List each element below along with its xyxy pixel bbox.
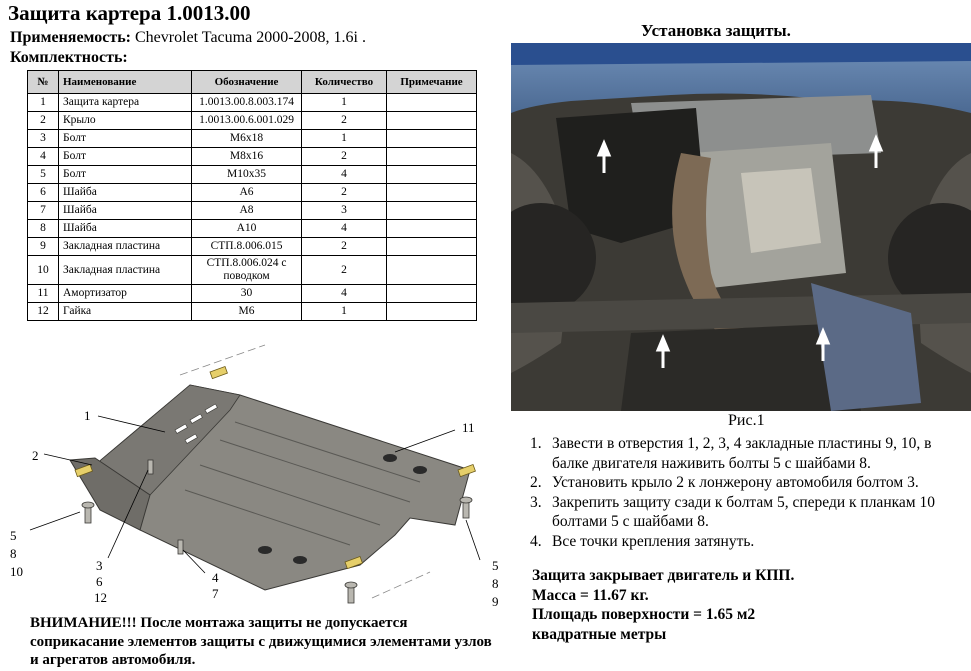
cell-name: Шайба: [59, 202, 192, 220]
cell-note: [387, 112, 477, 130]
header-name: Наименование: [59, 71, 192, 94]
cell-quantity: 4: [302, 220, 387, 238]
step-text: Закрепить защиту сзади к болтам 5, спереди к планкам 10 болтами 5 с шайбами 8.: [552, 493, 935, 530]
cell-number: 2: [28, 112, 59, 130]
cell-code: М6х18: [192, 130, 302, 148]
table-header-row: [28, 71, 477, 94]
cell-note: [387, 130, 477, 148]
cell-number: 8: [28, 220, 59, 238]
install-step: [530, 473, 970, 493]
step-text: Все точки крепления затянуть.: [552, 532, 755, 550]
page-title: Защита картера 1.0013.00: [8, 1, 251, 25]
cell-quantity: 2: [302, 148, 387, 166]
cell-note: [387, 148, 477, 166]
cell-number: 11: [28, 285, 59, 303]
callout-right-8: 8: [492, 576, 499, 591]
callout-2: 2: [32, 448, 39, 463]
warning-text: ВНИМАНИЕ!!! После монтажа защиты не допускается соприкасание элементов защиты с движущимися элементами узлов и агрегатов автомобиля.: [30, 615, 492, 668]
cell-name: Болт: [59, 148, 192, 166]
summary-block: [532, 566, 794, 644]
table-row: [28, 238, 477, 256]
step-number: 2.: [530, 474, 542, 491]
installation-photo: [511, 43, 971, 411]
cell-name: Шайба: [59, 220, 192, 238]
header-quantity: Количество: [302, 71, 387, 94]
summary-mass: Масса = 11.67 кг.: [532, 586, 649, 604]
cell-code: 1.0013.00.8.003.174: [192, 94, 302, 112]
cell-code: М10х35: [192, 166, 302, 184]
cell-code: А6: [192, 184, 302, 202]
figure-caption: Рис.1: [728, 412, 765, 429]
callout-3: 3: [96, 558, 103, 573]
summary-coverage: Защита закрывает двигатель и КПП.: [532, 567, 795, 584]
cell-number: 5: [28, 166, 59, 184]
cell-note: [387, 166, 477, 184]
cell-note: [387, 303, 477, 321]
cell-name: Закладная пластина: [59, 256, 192, 285]
cell-note: [387, 256, 477, 285]
applicability-label: Применяемость:: [10, 29, 131, 46]
cell-number: 10: [28, 256, 59, 285]
cell-code: А10: [192, 220, 302, 238]
cell-name: Амортизатор: [59, 285, 192, 303]
cell-quantity: 2: [302, 238, 387, 256]
table-row: [28, 303, 477, 321]
parts-table-body: [28, 94, 477, 321]
header-code: Обозначение: [192, 71, 302, 94]
parts-table: [27, 70, 477, 321]
cell-name: Гайка: [59, 303, 192, 321]
cell-code: А8: [192, 202, 302, 220]
cell-code: СТП.8.006.024 с поводком: [192, 256, 302, 285]
cell-note: [387, 184, 477, 202]
callout-11: 11: [462, 420, 475, 435]
cell-name: Болт: [59, 166, 192, 184]
cell-quantity: 4: [302, 285, 387, 303]
table-row: [28, 220, 477, 238]
table-row: [28, 112, 477, 130]
cell-note: [387, 220, 477, 238]
callout-left-8: 8: [10, 546, 17, 561]
cell-note: [387, 238, 477, 256]
table-row: [28, 285, 477, 303]
callout-6: 6: [96, 574, 103, 589]
assembly-diagram: [0, 340, 510, 620]
install-step: [530, 532, 970, 552]
table-row: [28, 202, 477, 220]
table-row: [28, 148, 477, 166]
table-row: [28, 166, 477, 184]
callout-4: 4: [212, 570, 219, 585]
cell-note: [387, 202, 477, 220]
cell-number: 9: [28, 238, 59, 256]
cell-quantity: 2: [302, 256, 387, 285]
header-number: №: [28, 71, 59, 94]
completeness-label: Комплектность:: [10, 49, 128, 66]
cell-quantity: 4: [302, 166, 387, 184]
callout-left-5: 5: [10, 528, 17, 543]
callout-12: 12: [94, 590, 107, 605]
table-row: [28, 256, 477, 285]
cell-name: Защита картера: [59, 94, 192, 112]
cell-quantity: 1: [302, 94, 387, 112]
cell-number: 1: [28, 94, 59, 112]
callout-1: 1: [84, 408, 91, 423]
cell-code: 1.0013.00.6.001.029: [192, 112, 302, 130]
install-title: Установка защиты.: [641, 21, 791, 40]
cell-code: М8х16: [192, 148, 302, 166]
summary-area: Площадь поверхности = 1.65 м2: [532, 606, 756, 623]
cell-number: 4: [28, 148, 59, 166]
callout-7: 7: [212, 586, 219, 601]
header-note: Примечание: [387, 71, 477, 94]
cell-quantity: 2: [302, 184, 387, 202]
table-row: [28, 130, 477, 148]
cell-code: 30: [192, 285, 302, 303]
table-row: [28, 94, 477, 112]
applicability-value: Chevrolet Tacuma 2000-2008, 1.6i .: [134, 29, 366, 46]
install-steps: [530, 434, 970, 551]
cell-name: Крыло: [59, 112, 192, 130]
step-text: Установить крыло 2 к лонжерону автомобиля болтом 3.: [552, 474, 919, 491]
cell-number: 12: [28, 303, 59, 321]
cell-code: М6: [192, 303, 302, 321]
cell-note: [387, 285, 477, 303]
install-step: [530, 493, 970, 532]
cell-quantity: 1: [302, 130, 387, 148]
cell-number: 7: [28, 202, 59, 220]
summary-unit: квадратные метры: [532, 625, 667, 643]
step-text: Завести в отверстия 1, 2, 3, 4 закладные пластины 9, 10, в балке двигателя наживить болты 5 с шайбами 8.: [552, 435, 932, 472]
callout-left-10: 10: [10, 564, 23, 579]
table-row: [28, 184, 477, 202]
applicability-line: [10, 29, 366, 47]
cell-quantity: 2: [302, 112, 387, 130]
cell-number: 3: [28, 130, 59, 148]
callout-right-5: 5: [492, 558, 499, 573]
step-number: 4.: [530, 532, 542, 550]
callout-right-9: 9: [492, 594, 499, 609]
step-number: 3.: [530, 493, 542, 511]
cell-note: [387, 94, 477, 112]
cell-code: СТП.8.006.015: [192, 238, 302, 256]
cell-name: Закладная пластина: [59, 238, 192, 256]
cell-name: Болт: [59, 130, 192, 148]
install-step: [530, 434, 970, 473]
cell-quantity: 3: [302, 202, 387, 220]
cell-number: 6: [28, 184, 59, 202]
cell-name: Шайба: [59, 184, 192, 202]
cell-quantity: 1: [302, 303, 387, 321]
step-number: 1.: [530, 435, 542, 452]
